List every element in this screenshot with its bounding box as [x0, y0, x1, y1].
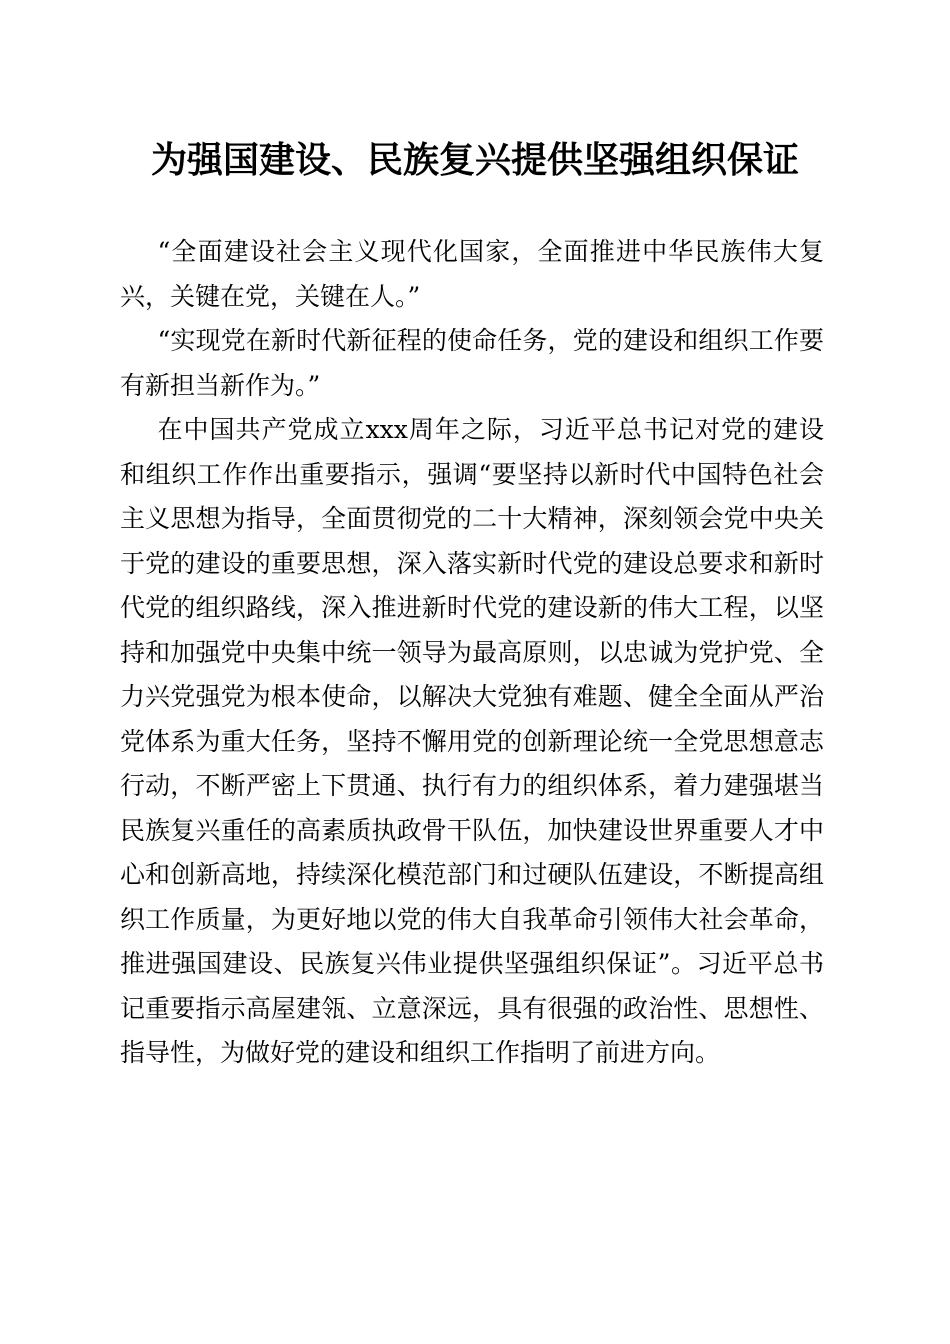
paragraph-quote-1: “全面建设社会主义现代化国家，全面推进中华民族伟大复兴，关键在党，关键在人。”: [120, 237, 824, 311]
document-title: 为强国建设、民族复兴提供坚强组织保证: [150, 139, 799, 181]
paragraph-quote-2: “实现党在新时代新征程的使命任务，党的建设和组织工作要有新担当新作为。”: [120, 326, 824, 400]
document-body: [120, 230, 824, 1076]
paragraph-main: 在中国共产党成立xxx周年之际，习近平总书记对党的建设和组织工作作出重要指示，强调“要坚持以新时代中国特色社会主义思想为指导，全面贯彻党的二十大精神，深刻领会党中央关于党的建设的重要思想，深入落实新时代党的建设总要求和新时代党的组织路线，深入推进新时代党的建设新的伟大工程，以坚持和加强党中央集中统一领导为最高原则，以忠诚为党护党、全力兴党强党为根本使命，以解决大党独有难题、健全全面从严治党体系为重大任务，坚持不懈用党的创新理论统一全党思想意志行动，不断严密上下贯通、执行有力的组织体系，着力建强堪当民族复兴重任的高素质执政骨干队伍，加快建设世界重要人才中心和创新高地，持续深化模范部门和过硬队伍建设，不断提高组织工作质量，为更好地以党的伟大自我革命引领伟大社会革命，推进强国建设、民族复兴伟业提供坚强组织保证”。习近平总书记重要指示高屋建瓴、立意深远，具有很强的政治性、思想性、指导性，为做好党的建设和组织工作指明了前进方向。: [120, 415, 824, 1067]
